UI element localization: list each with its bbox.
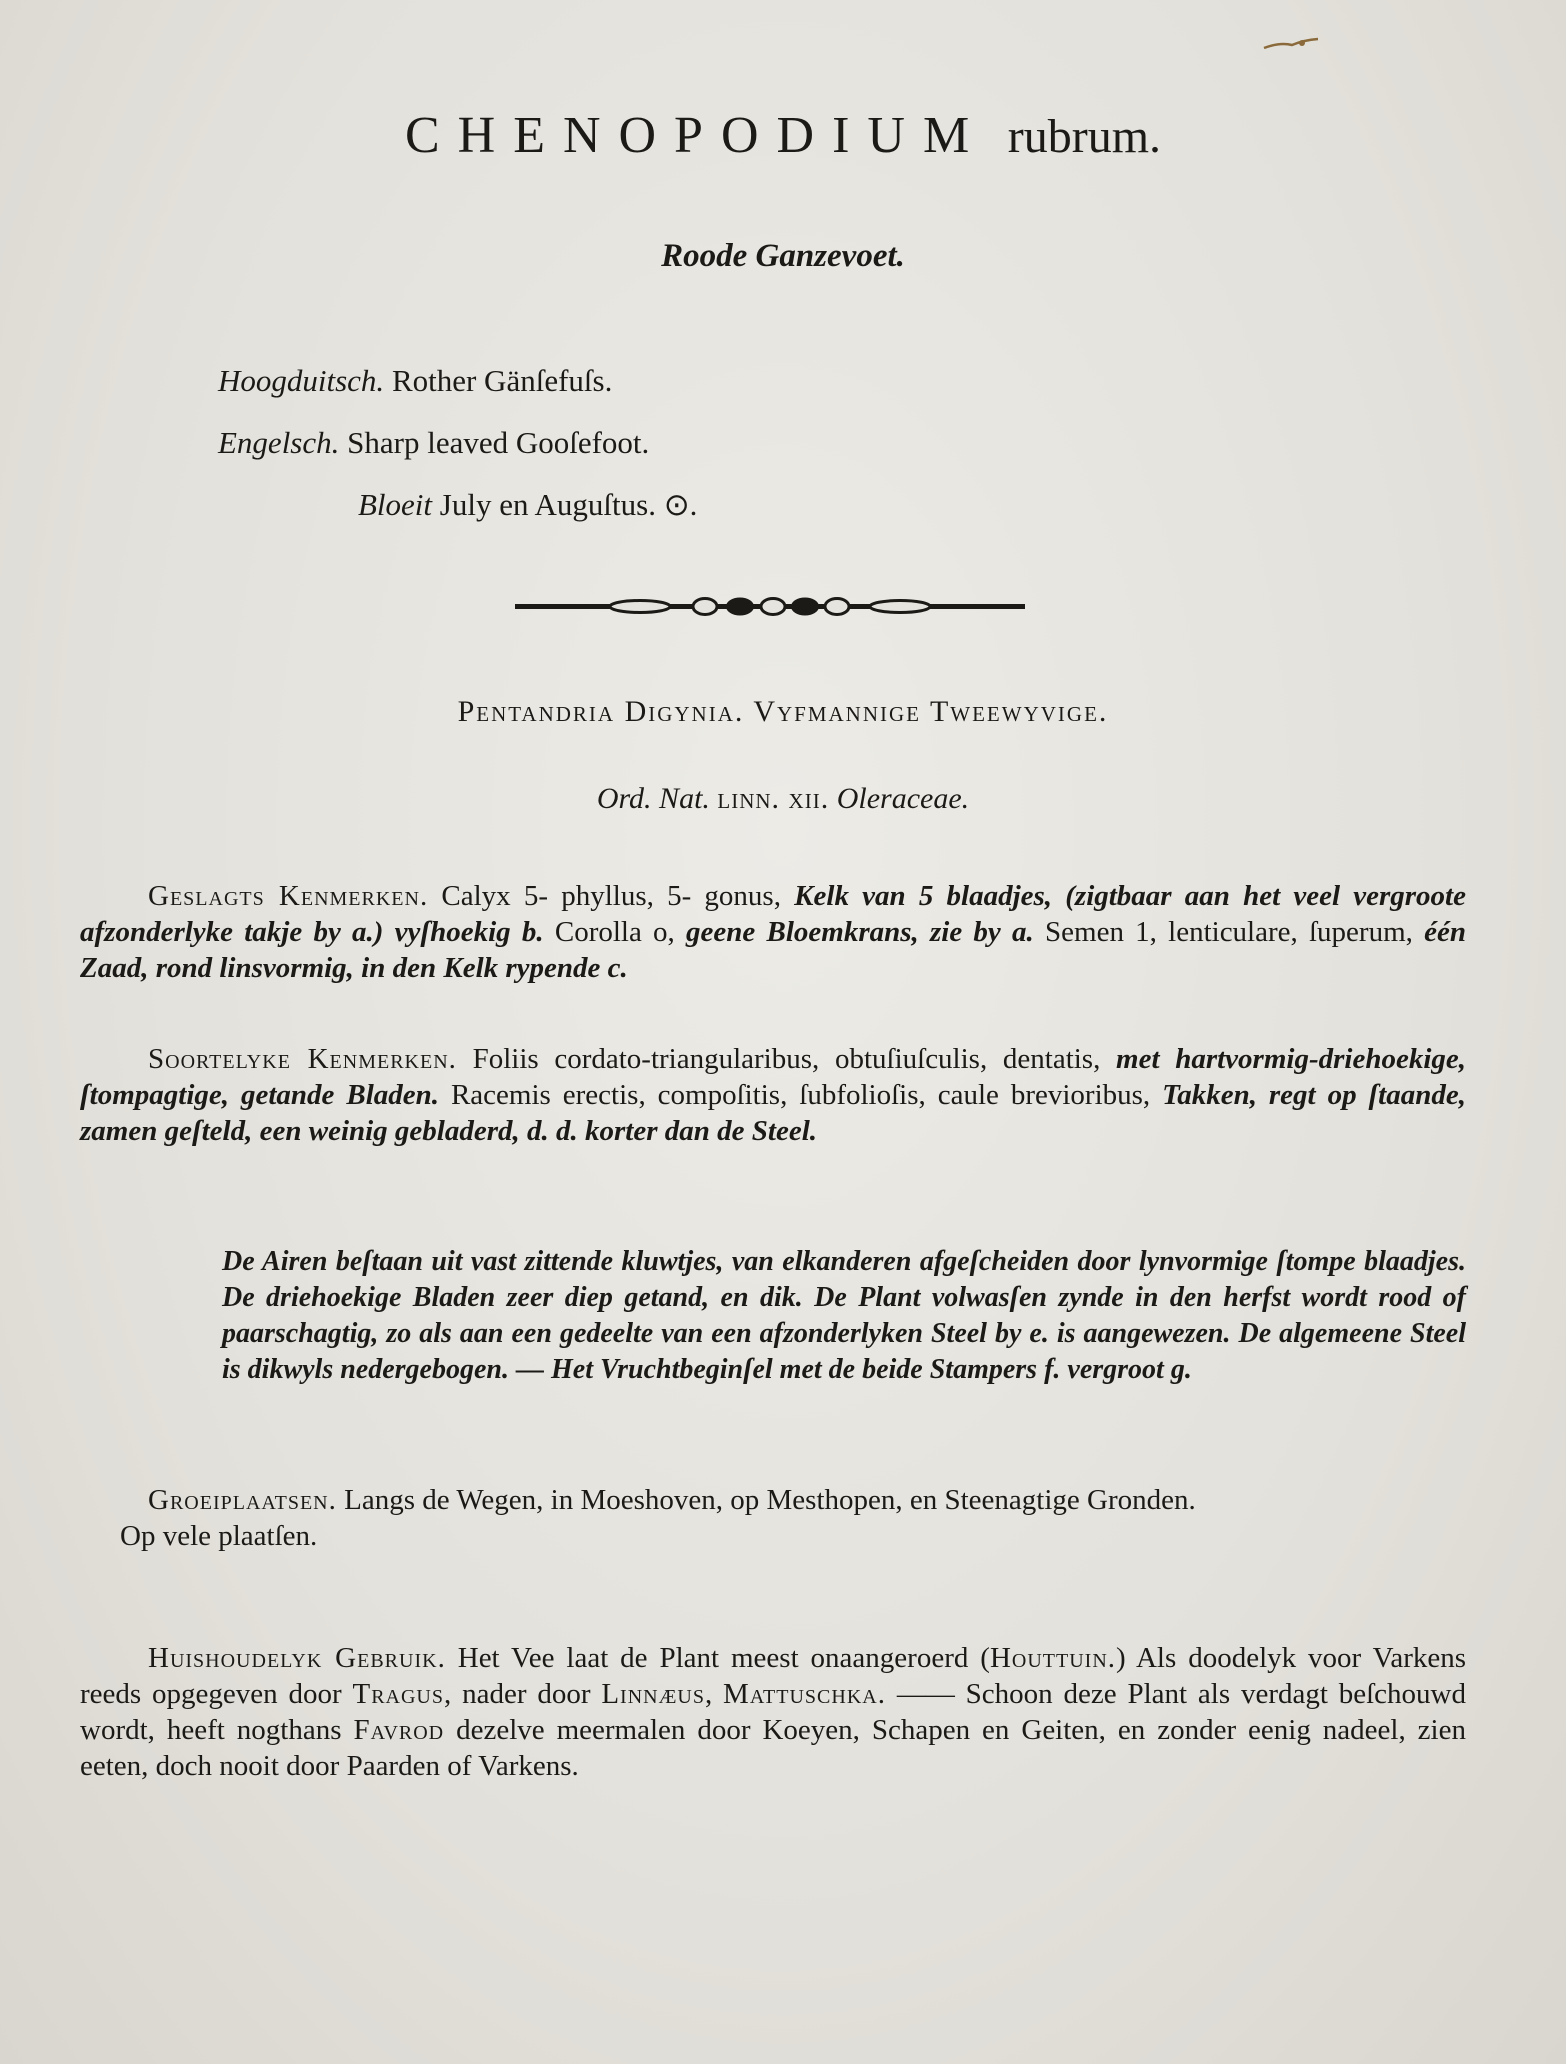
- section-text: Het Vee laat de Plant meest onaangeroerd (: [445, 1642, 990, 1674]
- name-value: July en Auguſtus. ⊙.: [439, 487, 698, 522]
- title-species: rubrum.: [1007, 110, 1162, 163]
- author-tragus: Tragus: [352, 1678, 444, 1710]
- section-text: —— Schoon deze Plant als verdagt beſchouwd wordt, heeft nogthans: [80, 1678, 1466, 1746]
- section-description: De Airen beſtaan uit vast zittende kluwtjes, van elkanderen afgeſcheiden door lynvormige ſtompe blaadjes. De driehoekige Bladen zeer diep getand, en dik. De Plant volwasſen zynde in den herfst wordt rood of paarschagtig, zo als aan een gedeelte van een afzonderlyken Steel by e. is aangewezen. De algemeene Steel is dikwyls nedergebogen. — Het Vruchtbeginſel met de beide Stampers f. vergroot g.: [222, 1246, 1466, 1385]
- name-lang: Bloeit: [358, 487, 433, 522]
- section-text: , nader door: [444, 1678, 602, 1710]
- section-soortelyk: [80, 1041, 1466, 1149]
- name-lang: Engelsch.: [218, 425, 340, 460]
- order-oleraceae: Oleraceae.: [836, 782, 970, 815]
- section-geslagts: [80, 878, 1466, 986]
- section-text: Langs de Wegen, in Moeshoven, op Mesthopen, en Steenagtige Gronden.: [336, 1484, 1196, 1516]
- name-lang: Hoogduitsch.: [218, 363, 385, 398]
- section-text: Racemis erectis, compoſitis, ſubfolioſis, caule brevioribus,: [439, 1079, 1163, 1111]
- name-row-english: [218, 412, 697, 474]
- section-label: Soortelyke Kenmerken.: [148, 1043, 457, 1075]
- order-line: [0, 782, 1566, 816]
- section-huis: [80, 1640, 1466, 1784]
- author-linnaeus: Linnæus: [601, 1678, 705, 1710]
- order-linn: linn. xii.: [717, 782, 830, 815]
- name-row-german: [218, 350, 697, 412]
- page-title: [0, 100, 1566, 172]
- author-mattuschka: Mattuschka.: [723, 1678, 886, 1710]
- section-text: Op vele plaatſen.: [120, 1520, 318, 1552]
- title-genus: CHENOPODIUM: [404, 107, 988, 164]
- section-text-italic: geene Bloemkrans, zie by a.: [686, 916, 1034, 948]
- author-houttuin: Houttuin.: [989, 1642, 1117, 1674]
- common-names-list: [218, 350, 697, 536]
- section-text: ) Als doodelyk voor Varkens reeds opgegeven door: [80, 1642, 1467, 1710]
- section-text: Foliis cordato-triangularibus, obtuſiuſculis, dentatis,: [456, 1043, 1117, 1075]
- name-row-bloeit: [218, 474, 697, 536]
- section-text-italic: Kelk van 5 blaadjes, (zigtbaar aan het veel vergroote afzonderlyke takje by a.) vyſhoekig b.: [80, 880, 1466, 948]
- name-value: Sharp leaved Gooſefoot.: [347, 425, 650, 460]
- section-text-italic: één Zaad, rond linsvormig, in den Kelk rypende c.: [80, 916, 1466, 984]
- ink-smudge-mark: [1262, 36, 1322, 54]
- section-text: Calyx 5- phyllus, 5- gonus,: [428, 880, 795, 912]
- page-subtitle: Roode Ganzevoet.: [661, 238, 905, 274]
- section-text: dezelve meermalen door Koeyen, Schapen en Geiten, en zonder eenig nadeel, zien eeten, doch nooit door Paarden of Varkens.: [80, 1714, 1466, 1782]
- order-ord-nat: Ord. Nat.: [596, 782, 710, 815]
- section-groei: [80, 1482, 1466, 1554]
- section-label: Huishoudelyk Gebruik.: [148, 1642, 446, 1674]
- section-label: Groeiplaatsen.: [148, 1484, 337, 1516]
- section-text: Corolla o,: [543, 916, 687, 948]
- section-text: Semen 1, lenticulare, ſuperum,: [1033, 916, 1425, 948]
- section-label: Geslagts Kenmerken.: [148, 880, 429, 912]
- section-text-italic: Takken, regt op ſtaande, zamen geſteld, een weinig gebladerd, d. d. korter dan de Steel.: [80, 1079, 1466, 1147]
- classification-line: Pentandria Digynia. Vyfmannige Tweewyvige.: [457, 695, 1109, 728]
- name-value: Rother Gänſefuſs.: [391, 363, 613, 398]
- section-text-italic: met hartvormig-driehoekige, ſtompagtige, getande Bladen.: [80, 1043, 1466, 1111]
- ornament-divider: [515, 590, 1025, 622]
- author-favrod: Favrod: [353, 1714, 445, 1746]
- section-text: ,: [704, 1678, 724, 1710]
